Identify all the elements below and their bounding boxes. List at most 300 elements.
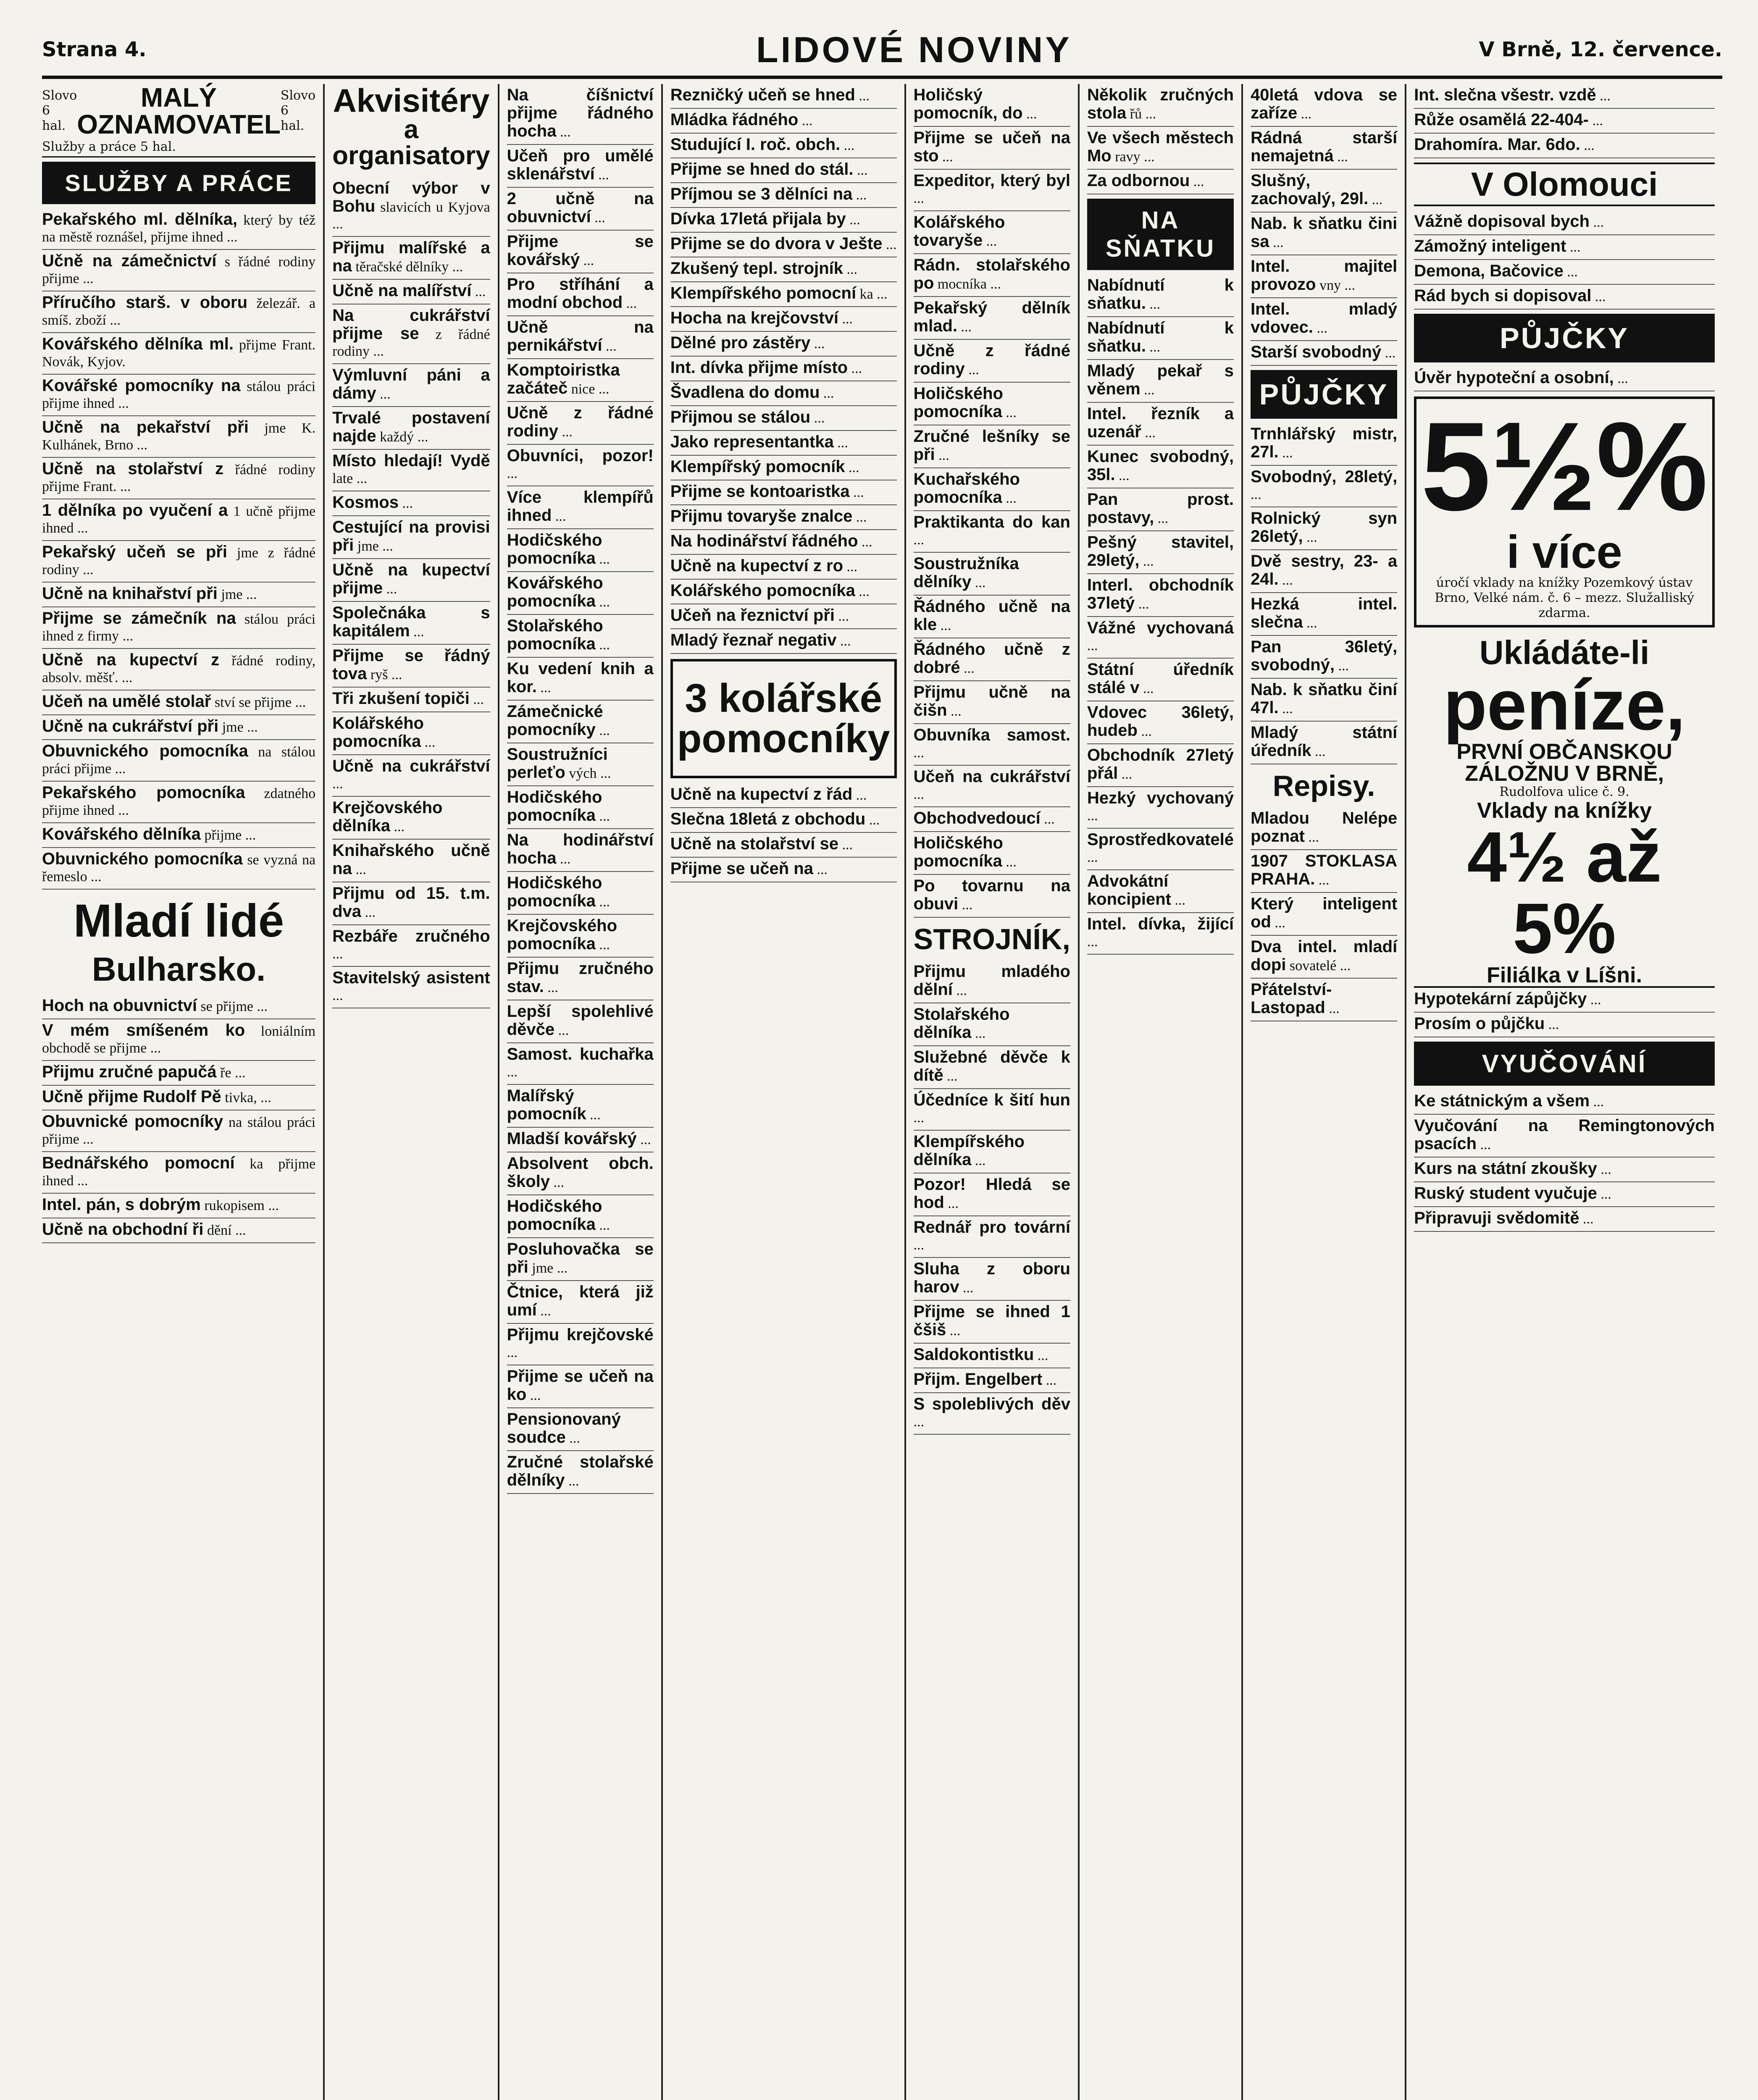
classified-ad	[42, 607, 315, 649]
classified-ad-body: dění ...	[207, 1223, 246, 1238]
classified-ad-body: ...	[1282, 572, 1293, 588]
classified-ad-body: zdatného přijme ihned ...	[42, 786, 316, 818]
classified-ad-body: ...	[332, 946, 343, 962]
classified-ad	[332, 177, 490, 237]
classified-ad-title: Učně na pekařství při	[42, 418, 249, 436]
classified-ad-body: ka ...	[859, 286, 888, 302]
classified-ad	[42, 1061, 315, 1086]
classified-ad-body: ...	[814, 410, 825, 426]
classified-ad-body: ...	[942, 149, 953, 165]
classified-ad-body: ...	[583, 253, 594, 268]
classified-ad	[332, 925, 490, 967]
classified-ad-title: Kuchařského pomocníka	[913, 470, 1020, 507]
classified-ad-title: Na hodinářství hocha	[507, 831, 654, 867]
classified-ad-title: Absolvent obch. školy	[507, 1154, 654, 1191]
classified-ad-title: Mladší kovářský	[507, 1129, 637, 1148]
classified-ad-title: Saldokontistku	[913, 1345, 1034, 1364]
classified-ad	[42, 333, 315, 375]
classified-ad-body: ...	[838, 609, 849, 624]
classified-ad-title: Učně na pernikářství	[507, 318, 654, 354]
classified-ad-title: Přijme se ihned 1 čšiš	[913, 1302, 1070, 1339]
classified-ad-title: Krejčovského dělníka	[332, 798, 443, 835]
classified-ad-body: ...	[560, 851, 571, 867]
classified-ad-body: řádné rodiny přijme Frant. ...	[42, 462, 316, 494]
classified-ad-body: ...	[846, 559, 858, 575]
classified-ad-title: Účedníce k šití hun	[913, 1091, 1070, 1109]
classified-ad-body: ...	[599, 1218, 610, 1233]
classified-ad-title: Který inteligent od	[1251, 895, 1398, 931]
services-price: Služby a práce 5 hal.	[42, 138, 315, 158]
classified-ad-title: Několik zručných stola	[1087, 86, 1234, 122]
classified-ad	[914, 875, 1070, 918]
classified-ad	[914, 211, 1070, 254]
classified-ad	[507, 915, 654, 958]
classified-ad-body: ...	[540, 680, 551, 696]
classified-ad-title: Pan 36letý, svobodný,	[1251, 638, 1398, 674]
classified-ad-body: stálou práci ihned z firmy ...	[42, 612, 316, 644]
classified-ad-title: Hodičského pomocníka	[507, 1197, 602, 1234]
classified-ad-title: Svobodný, 28letý,	[1251, 467, 1398, 486]
classified-ad-title: S spoleblivých děv	[913, 1395, 1070, 1413]
classified-ad	[670, 629, 897, 654]
deposit-rate: 4½ až 5%	[1467, 817, 1662, 969]
classified-ad-title: Rednář pro tovární	[913, 1218, 1070, 1236]
classified-ad-title: Hoch na obuvnictví	[42, 996, 197, 1015]
classified-ad-title: Dělné pro zástěry	[670, 333, 811, 352]
classified-ad-body: ...	[1308, 830, 1319, 845]
classified-ad	[670, 530, 897, 555]
ads-list-2	[1087, 274, 1234, 955]
classified-ad-body: stálou práci přijme ihned ...	[42, 379, 316, 411]
columns	[42, 84, 1722, 2100]
classified-ad-title: Přijme se do dvora v Ješte	[670, 234, 883, 253]
loan-ad-title: Úvěr hypoteční a osobní,	[1414, 368, 1614, 387]
classified-ad-body: ...	[837, 435, 848, 451]
classified-ad-body: 1 učně přijme ihned ...	[42, 504, 316, 536]
classified-ad-body: ...	[940, 618, 951, 633]
classified-ad	[914, 553, 1070, 596]
classified-ad-body: ...	[599, 594, 610, 610]
classified-ad-body: ...	[1480, 1137, 1491, 1152]
classified-ad-title: Přijmu zručného stav.	[507, 959, 654, 996]
classified-ad	[1087, 170, 1234, 194]
classified-ad-title: Rolnický syn 26letý,	[1251, 509, 1398, 546]
classified-ad-title: Kovářského dělníka ml.	[42, 335, 234, 353]
classified-ad-body: ...	[968, 362, 979, 378]
ads-list-2	[1251, 423, 1397, 764]
classified-ad	[1087, 317, 1234, 360]
classified-ad	[670, 808, 897, 833]
classified-ad-body: ...	[853, 485, 864, 500]
classified-ad-title: Ruský student vyučuje	[1414, 1184, 1597, 1202]
classified-ad-title: Obecní výbor v Bohu	[332, 179, 490, 215]
classified-ad	[332, 712, 490, 755]
classified-ad-body: ...	[1282, 445, 1293, 461]
classified-ad-title: Kurs na státní zkoušky	[1414, 1159, 1597, 1178]
classified-ad-body: ...	[975, 1153, 986, 1168]
classified-ad-body: ...	[1149, 297, 1160, 312]
classified-ad-body: ...	[962, 897, 973, 913]
classified-ad	[1251, 936, 1397, 979]
classified-ad-title: Zámečnické pomocníky	[507, 702, 603, 739]
classified-ad	[1414, 109, 1715, 134]
ads-list-3	[1251, 807, 1397, 1021]
classified-ad	[670, 208, 897, 233]
classified-ad	[670, 109, 897, 134]
classified-ad-body: ...	[856, 187, 867, 203]
classified-ad-title: Přijmou se stálou	[670, 408, 811, 426]
classified-ad-body: ...	[626, 296, 637, 311]
classified-ad	[1414, 134, 1715, 158]
classified-ad-body: z řádné rodiny ...	[332, 327, 490, 359]
classified-ad-title: 2 učně na obuvnictví	[507, 189, 654, 226]
classified-ad-title: Rezničký učeň se hned	[670, 86, 855, 104]
classified-ad-body: ...	[1317, 320, 1328, 336]
classified-ad	[1087, 870, 1234, 913]
classified-ad	[1251, 466, 1397, 507]
classified-ad-body: jme ...	[357, 538, 393, 554]
classified-ad-title: Dvě sestry, 23- a 24l.	[1251, 552, 1398, 588]
classified-ad-body: ...	[1337, 149, 1348, 165]
classified-ad-title: Učně na cukrářství	[332, 757, 490, 775]
classified-ad-title: Přijmu od 15. t.m. dva	[332, 884, 490, 921]
classified-ad-title: Pešný stavitel, 29letý,	[1087, 533, 1234, 570]
classified-ad-title: Vážně dopisoval bych	[1414, 212, 1590, 231]
classified-ad-body: ...	[975, 575, 986, 591]
section-banner-loans: PŮJČKY	[1414, 314, 1715, 362]
classified-ad-body: ...	[530, 1388, 541, 1403]
classified-ad-title: Na číšnictví přijme řádného hocha	[507, 86, 654, 140]
classified-ad	[42, 848, 315, 890]
classified-ad-body: ...	[1143, 554, 1154, 569]
section-banner-loans: PŮJČKY	[1251, 370, 1397, 419]
classified-ad-body: ...	[856, 788, 867, 803]
classified-ad	[332, 280, 490, 304]
classified-ad-title: Intel. mladý vdovec.	[1251, 300, 1398, 336]
classified-ad-title: Obuvnické pomocníky	[42, 1112, 223, 1131]
classified-ad-body: ...	[975, 1026, 986, 1041]
classified-ad-title: Cestující na provisi při	[332, 518, 490, 554]
classified-ad	[914, 340, 1070, 383]
classified-ad-title: Čtnice, která již umí	[507, 1283, 654, 1319]
classified-ad	[42, 416, 315, 458]
classified-ad-title: Samost. kuchařka	[507, 1045, 654, 1063]
classified-ad	[914, 383, 1070, 425]
classified-ad	[914, 511, 1070, 553]
classified-ad	[507, 402, 654, 445]
classified-ad-body: ...	[913, 191, 925, 206]
classified-ad-title: Na hodinářství řádného	[670, 532, 858, 550]
classified-ad	[1414, 84, 1715, 109]
classified-ad-title: Učně na malířství	[332, 281, 472, 300]
classified-ad	[1251, 850, 1397, 893]
classified-ad	[914, 1089, 1070, 1131]
classified-ad-body: ...	[568, 1473, 579, 1489]
word-price-right: Slovo 6 hal.	[280, 88, 316, 133]
classified-ad-title: Mladý státní úředník	[1251, 723, 1398, 760]
classified-ad-body: ...	[964, 661, 975, 676]
classified-ad-title: Učně na kupectví z	[42, 651, 220, 669]
classified-ad-title: Advokátní koncipient	[1087, 872, 1171, 908]
classified-ad	[507, 486, 654, 529]
classified-ad-body: ...	[599, 894, 610, 910]
classified-ad-body: ...	[413, 624, 424, 640]
classified-ad-title: Dva intel. mladí dopi	[1251, 937, 1398, 974]
classified-ad-body: ...	[913, 787, 925, 802]
classified-ad-title: Řádného učně na kle	[913, 597, 1070, 634]
classified-ad-title: Interl. obchodník 37letý	[1087, 576, 1234, 612]
classified-ad-title: Mladou Nelépe poznat	[1251, 809, 1398, 845]
classified-ad	[1251, 507, 1397, 550]
classified-ad	[507, 273, 654, 316]
classified-ad-title: 1 dělníka po vyučení a	[42, 501, 228, 520]
classified-ad	[332, 491, 490, 516]
classified-ad-title: Trvalé postavení najde	[332, 409, 490, 445]
classified-ad-title: Přijmu zručné papučá	[42, 1063, 217, 1081]
classified-ad-title: Přátelství-Lastopad	[1251, 980, 1332, 1017]
classified-ad-body: na stálou práci přijme ...	[42, 1115, 316, 1147]
classified-ad	[670, 604, 897, 629]
classified-ad	[1251, 341, 1397, 366]
classified-ad	[1087, 617, 1234, 659]
classified-ad	[507, 1000, 654, 1043]
classified-ad-title: Hodičského pomocníka	[507, 874, 602, 910]
classified-ad	[670, 307, 897, 332]
classified-ad	[914, 832, 1070, 875]
column-6	[1078, 84, 1241, 2100]
classified-ad-body: ...	[1584, 138, 1595, 153]
classified-ad	[914, 1393, 1070, 1435]
classified-ad	[1087, 574, 1234, 617]
classified-ad	[1087, 274, 1234, 317]
classified-ad-title: Hezký vychovaný	[1087, 789, 1234, 807]
classified-ad-title: 1907 STOKLASA PRAHA.	[1251, 852, 1398, 888]
classified-ad-title: Knihařského učně na	[332, 841, 490, 878]
classified-ad	[670, 783, 897, 808]
classified-ad-title: Růže osamělá 22-404-	[1414, 110, 1589, 129]
classified-ad	[507, 1365, 654, 1408]
classified-ad-title: Stolařského dělníka	[913, 1005, 1010, 1042]
classified-ad-title: Soustružníka dělníky	[913, 554, 1019, 591]
classified-ad-title: Intel. dívka, žijící	[1087, 915, 1234, 933]
classified-ad-body: ...	[1141, 724, 1152, 739]
classified-ad-body: ...	[1592, 113, 1603, 129]
classified-ad-body: ...	[1193, 174, 1204, 189]
ads-list	[914, 84, 1070, 918]
classified-ad	[670, 332, 897, 357]
classified-ad-body: ...	[1006, 405, 1017, 420]
classified-ad-body: ryš ...	[370, 667, 402, 682]
classified-ad-title: Příjmou se 3 dělníci na	[670, 185, 853, 203]
classified-ad-body: ...	[402, 496, 413, 511]
classified-ad-title: Zručné lešníky se při	[913, 427, 1070, 464]
classified-ad-body: ...	[1175, 892, 1185, 908]
classified-ad-title: Přijme se zámečník na	[42, 609, 236, 627]
classified-ad	[914, 1344, 1070, 1368]
classified-ad-title: Učeň na umělé stolař	[42, 692, 211, 711]
classified-ad-title: Švadlena do domu	[670, 383, 820, 402]
classified-ad-title: Přijme se kontoaristka	[670, 482, 850, 501]
classified-ad-title: Kosmos	[332, 493, 399, 512]
ads-list	[1414, 84, 1715, 158]
classified-ad-body: ...	[332, 776, 343, 792]
classified-ad	[507, 1451, 654, 1494]
classified-ad-body: ...	[332, 988, 343, 1003]
classified-ad	[914, 1131, 1070, 1173]
classified-ad	[1414, 210, 1715, 235]
classified-ad-body: ...	[507, 466, 518, 481]
classified-ad-body: ...	[355, 862, 366, 877]
classified-ad-body: ...	[842, 837, 853, 853]
classified-ad	[914, 1003, 1070, 1046]
classified-ad-title: Slušný, zachovalý, 29l.	[1251, 171, 1369, 208]
classified-ad-title: Přijme se řádný tova	[332, 646, 490, 683]
classified-ad-title: Holičského pomocníka	[913, 384, 1003, 421]
classified-ad-title: Více klempířů ihned	[507, 488, 654, 525]
classified-ad-body: ...	[599, 808, 610, 824]
classified-ad-body: jme ...	[222, 719, 258, 735]
classified-ad-title: Trnhlářský mistr, 27l.	[1251, 425, 1398, 461]
classified-ad-title: Stolařského pomocníka	[507, 617, 603, 653]
classified-ad-title: Řádného učně z dobré	[913, 640, 1070, 677]
classified-ad-body: ...	[857, 163, 868, 178]
classified-ad-title: Přijme se hned do stál.	[670, 160, 854, 178]
classified-ad-body: ...	[1600, 88, 1611, 104]
classified-ad-body: ...	[1315, 744, 1326, 759]
classified-ad-body: každý ...	[380, 429, 428, 445]
classified-ad-body: ...	[1119, 468, 1130, 483]
classified-ad	[914, 84, 1070, 127]
classified-ad-title: Obchodvedoucí	[913, 809, 1041, 827]
classified-ad-title: Klempířského pomocní	[670, 284, 857, 302]
classified-ad-title: Prosím o půjčku	[1414, 1014, 1545, 1033]
classified-ad-title: Hezká intel. slečna	[1251, 595, 1398, 631]
classified-ad	[42, 1194, 315, 1218]
bank-branch: Filiálka v Líšni.	[1414, 964, 1715, 988]
classified-ad	[1251, 255, 1397, 298]
classified-ad	[914, 425, 1070, 468]
classified-ad-title: Učně z řádné rodiny	[913, 341, 1070, 378]
interest-rate-more: i více	[1506, 526, 1622, 578]
classified-ad-body: ...	[1087, 638, 1098, 654]
classified-ad	[1087, 84, 1234, 127]
classified-ad-title: Učně na stolařství z	[42, 459, 224, 478]
ads-list-2	[914, 961, 1070, 1435]
classified-ad-body: přijme ...	[204, 827, 256, 843]
classified-ad	[332, 602, 490, 645]
bank-address: Rudolfova ulice č. 9.	[1499, 785, 1629, 799]
interest-ad-box	[1414, 396, 1715, 627]
classified-ad-body: ...	[823, 386, 834, 401]
classified-ad-title: Klempířského dělníka	[913, 1132, 1025, 1169]
ad-heading-mladi: Mladí lidé	[73, 895, 284, 947]
classified-ad-body: ...	[851, 361, 862, 376]
classified-ad-title: Obuvníka samost.	[913, 726, 1070, 744]
classified-ad-title: Nabídnutí k sňatku.	[1087, 276, 1234, 312]
classified-ad-title: Za odbornou	[1087, 171, 1190, 190]
classified-ad-body: ...	[1145, 425, 1156, 441]
classified-ad-body: vny ...	[1319, 278, 1356, 293]
classified-ad	[507, 658, 654, 701]
classified-ad-body: který by též na městě roznášel, přijme ihned ...	[42, 213, 316, 245]
classified-ad	[1251, 636, 1397, 679]
classified-ad-body: ství se přijme ...	[214, 695, 306, 710]
dateline: V Brně, 12. července.	[1479, 38, 1722, 61]
classified-ad	[1414, 285, 1715, 310]
classified-ad-body: ...	[1338, 658, 1349, 674]
classified-ad-body: ...	[1006, 854, 1017, 870]
classified-ad-body: ...	[1274, 915, 1285, 931]
classified-ad-title: Po tovarnu na obuvi	[913, 877, 1070, 913]
classified-masthead	[42, 84, 315, 138]
classified-ad	[1087, 659, 1234, 701]
classified-ad	[670, 381, 897, 406]
classified-ad	[332, 559, 490, 602]
classified-ad	[670, 580, 897, 604]
classified-ad-title: Expeditor, který byl	[913, 171, 1070, 190]
ads-list-3	[1414, 988, 1715, 1037]
ads-list-4	[1414, 1090, 1715, 1232]
classified-ad	[914, 681, 1070, 724]
classified-ad-body: ...	[555, 509, 566, 524]
classified-ad	[1414, 1182, 1715, 1207]
classified-ad-body: ...	[1046, 1373, 1057, 1388]
classified-ad-title: Učně na kupectví z řád	[670, 785, 853, 803]
classified-ad-title: Rádná starší nemajetná	[1251, 129, 1398, 165]
classified-ad-body: ...	[1569, 239, 1581, 255]
classified-ad	[507, 1043, 654, 1085]
classified-ad-body: ...	[1306, 615, 1317, 631]
classified-ad	[507, 1238, 654, 1281]
classified-ad	[507, 445, 654, 486]
classified-ad	[507, 786, 654, 829]
classified-ad-title: Nab. k sňatku čini sa	[1251, 214, 1398, 251]
classified-ad-body: ...	[1251, 487, 1261, 502]
classified-ad-title: Pekařského ml. dělníka,	[42, 210, 237, 228]
classified-ad-title: Učně z řádné rodiny	[507, 404, 654, 440]
classified-ad-title: Hocha na krejčovství	[670, 309, 838, 327]
classified-ad-title: Přijmu tovaryše znalce	[670, 507, 853, 525]
classified-ad-body: ...	[842, 311, 853, 327]
classified-ad-body: ...	[1282, 701, 1293, 717]
classified-ad-body: řů ...	[1130, 106, 1156, 122]
classified-ad-body: ...	[1149, 339, 1160, 355]
classified-ad	[42, 690, 315, 715]
classified-ad-body: mocníka ...	[937, 276, 1001, 292]
classified-ad	[332, 645, 490, 688]
classified-ad-title: Obuvníci, pozor!	[507, 446, 654, 465]
classified-ad-title: Pan prost. postavy,	[1087, 490, 1234, 527]
classified-ad-body: ...	[814, 336, 825, 352]
classified-ad	[507, 701, 654, 743]
classified-ad-title: Učně na zámečnictví	[42, 252, 217, 270]
classified-ad	[1087, 787, 1234, 829]
classified-ad-title: Demona, Bačovice	[1414, 262, 1564, 280]
classified-ad-body: ...	[949, 1323, 961, 1339]
classified-ad	[1251, 979, 1397, 1021]
classified-ad-title: Kolářského pomocníka	[332, 714, 424, 751]
ad-heading-organisatory: a organisatory	[332, 115, 490, 170]
classified-ad-body: ...	[507, 1345, 518, 1360]
classified-ad-title: Učně na knihařství při	[42, 584, 218, 603]
classified-ad-title: Kovářského dělníka	[42, 825, 201, 843]
classified-ad-body: ...	[1087, 808, 1098, 824]
ads-list	[507, 84, 654, 1494]
ad-heading-ukladate: Ukládáte-li	[1479, 634, 1650, 671]
classified-ad-title: Vážné vychovaná	[1087, 619, 1234, 637]
classified-ad	[507, 958, 654, 1000]
classified-ad-body: se přijme ...	[200, 999, 268, 1014]
